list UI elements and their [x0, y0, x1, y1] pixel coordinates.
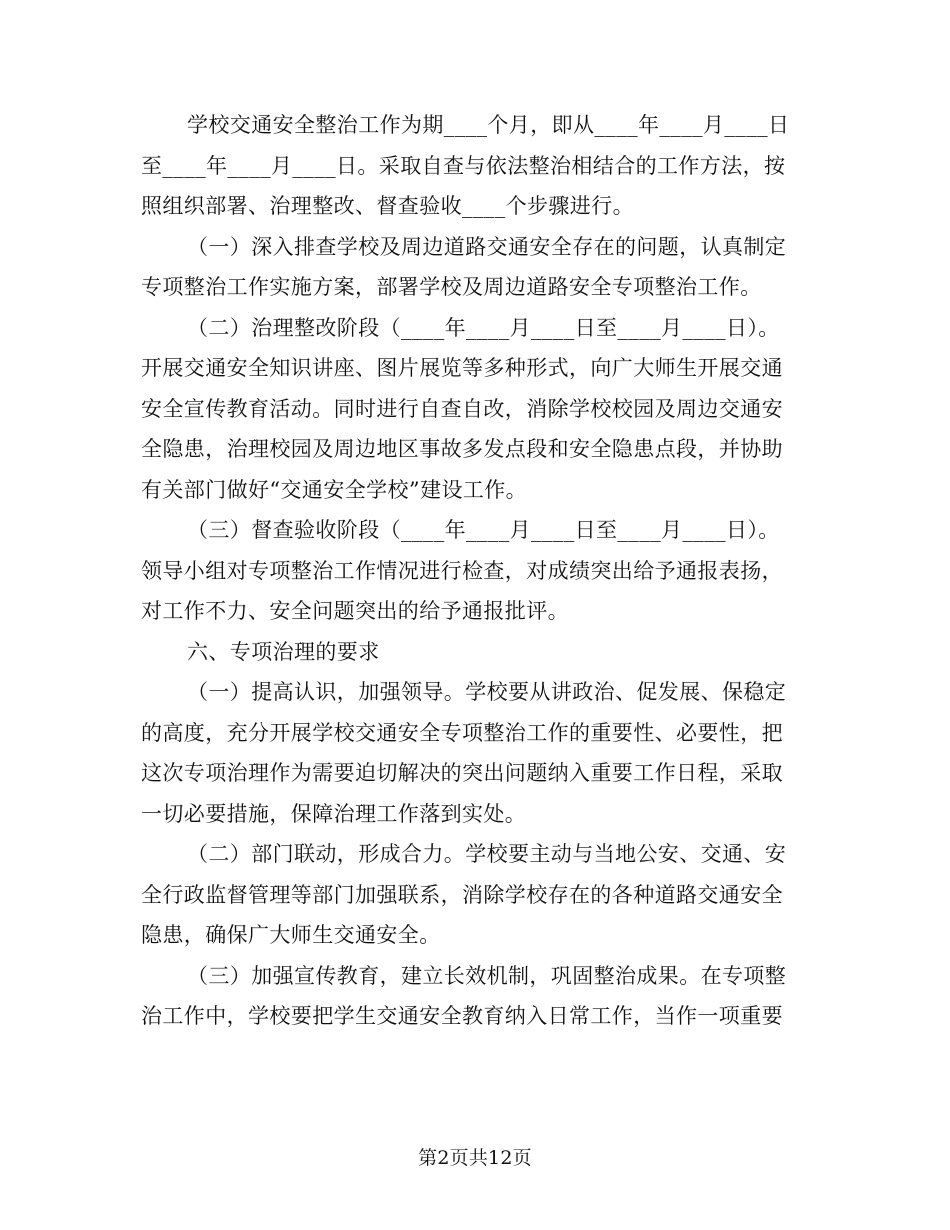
text-line: （二）部门联动，形成合力。学校要主动与当地公安、交通、安 — [187, 842, 787, 866]
text-line: 领导小组对专项整治工作情况进行检查，对成绩突出给予通报表扬， — [141, 558, 783, 583]
page-number: 第2页共12页 — [418, 1147, 532, 1169]
paragraph-schedule — [141, 105, 801, 227]
paragraph-step-one — [141, 227, 801, 308]
paragraph-requirement-three — [141, 956, 801, 1037]
text-line: 的高度，充分开展学校交通安全专项整治工作的重要性、必要性，把 — [141, 720, 783, 745]
document-body — [141, 105, 801, 1037]
text-line: 至____年____月____日。采取自查与依法整治相结合的工作方法，按 — [141, 153, 786, 178]
text-line: （一）深入排查学校及周边道路交通安全存在的问题，认真制定 — [187, 234, 787, 259]
text-line: 安全宣传教育活动。同时进行自查自改，消除学校校园及周边交通安 — [141, 396, 783, 421]
text-line: （二）治理整改阶段（____年____月____日至____月____日）。 — [187, 315, 780, 340]
text-line: 全隐患，治理校园及周边地区事故多发点段和安全隐患点段，并协助 — [141, 437, 783, 461]
text-line: （一）提高认识，加强领导。学校要从讲政治、促发展、保稳定 — [187, 680, 787, 704]
paragraph-step-three — [141, 510, 801, 632]
text-line: 治工作中，学校要把学生交通安全教育纳入日常工作，当作一项重要 — [141, 1004, 783, 1028]
text-line: 专项整治工作实施方案，部署学校及周边道路安全专项整治工作。 — [141, 275, 762, 299]
text-line: 全行政监督管理等部门加强联系，消除学校存在的各种道路交通安全 — [141, 882, 783, 907]
section-heading-requirements — [141, 632, 801, 673]
text-line: 有关部门做好“交通安全学校”建设工作。 — [141, 477, 528, 502]
text-line: 隐患，确保广大师生交通安全。 — [141, 923, 441, 947]
section-heading: 六、专项治理的要求 — [187, 639, 380, 664]
text-line: 学校交通安全整治工作为期____个月，即从____年____月____日 — [187, 113, 790, 137]
paragraph-requirement-one — [141, 672, 801, 834]
text-line: 开展交通安全知识讲座、图片展览等多种形式，向广大师生开展交通 — [141, 356, 783, 380]
text-line: 对工作不力、安全问题突出的给予通报批评。 — [141, 599, 569, 623]
paragraph-step-two — [141, 308, 801, 511]
text-line: （三）加强宣传教育，建立长效机制，巩固整治成果。在专项整 — [187, 963, 787, 988]
paragraph-requirement-two — [141, 834, 801, 956]
text-line: 这次专项治理作为需要迫切解决的突出问题纳入重要工作日程，采取 — [141, 761, 783, 785]
text-line: （三）督查验收阶段（____年____月____日至____月____日）。 — [187, 518, 780, 542]
text-line: 照组织部署、治理整改、督查验收____个步骤进行。 — [141, 194, 634, 218]
text-line: 一切必要措施，保障治理工作落到实处。 — [141, 801, 527, 826]
